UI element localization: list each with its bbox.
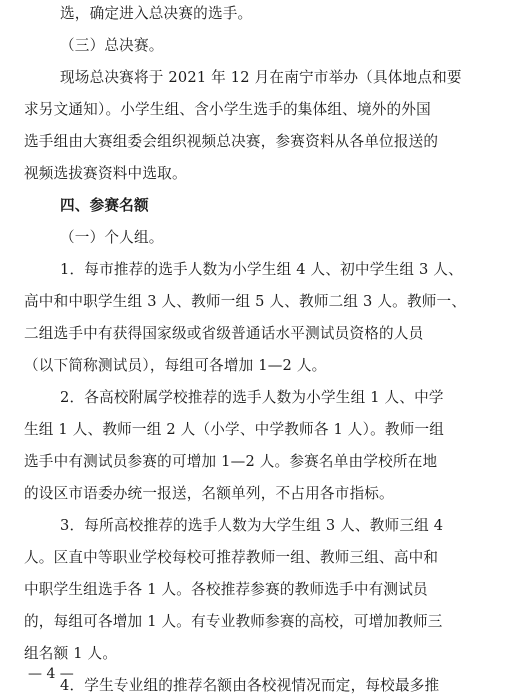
page-number: — 4 —: [28, 666, 74, 682]
text-line: 2．各高校附属学校推荐的选手人数为小学生组 1 人、中学: [60, 389, 444, 406]
text-line: 选，确定进入总决赛的选手。: [60, 5, 253, 22]
text-line: 组名额 1 人。: [24, 645, 118, 662]
text-line: 高中和中职学生组 3 人、教师一组 5 人、教师二组 3 人。教师一、: [24, 293, 467, 310]
text-line: 求另文通知）。小学生组、含小学生选手的集体组、境外的外国: [24, 101, 431, 118]
section-heading: 四、参赛名额: [60, 197, 149, 214]
text-line: 人。区直中等职业学校每校可推荐教师一组、教师三组、高中和: [24, 549, 439, 566]
text-line: 选手组由大赛组委会组织视频总决赛，参赛资料从各单位报送的: [24, 133, 439, 150]
text-line: 的，每组可各增加 1 人。有专业教师参赛的高校，可增加教师三: [24, 613, 443, 630]
text-line: 生组 1 人、教师一组 2 人（小学、中学教师各 1 人）。教师一组: [24, 421, 445, 438]
text-line: 中职学生组选手各 1 人。各校推荐参赛的教师选手中有测试员: [24, 581, 428, 598]
text-line: 的设区市语委办统一报送，名额单列，不占用各市指标。: [24, 485, 394, 502]
text-line: 二组选手中有获得国家级或省级普通话水平测试员资格的人员: [24, 325, 424, 342]
text-line: （三）总决赛。: [60, 37, 164, 54]
text-line: 选手中有测试员参赛的可增加 1—2 人。参赛名单由学校所在地: [24, 453, 438, 470]
text-line: （以下简称测试员），每组可各增加 1—2 人。: [24, 357, 327, 374]
text-line: （一）个人组。: [60, 229, 164, 246]
text-line: 1．每市推荐的选手人数为小学生组 4 人、初中学生组 3 人、: [60, 261, 463, 278]
text-line: 视频选拔赛资料中选取。: [24, 165, 187, 182]
text-line: 3．每所高校推荐的选手人数为大学生组 3 人、教师三组 4: [60, 517, 444, 534]
text-line: 现场总决赛将于 2021 年 12 月在南宁市举办（具体地点和要: [60, 69, 462, 86]
text-line: 4．学生专业组的推荐名额由各校视情况而定，每校最多推: [60, 677, 440, 694]
